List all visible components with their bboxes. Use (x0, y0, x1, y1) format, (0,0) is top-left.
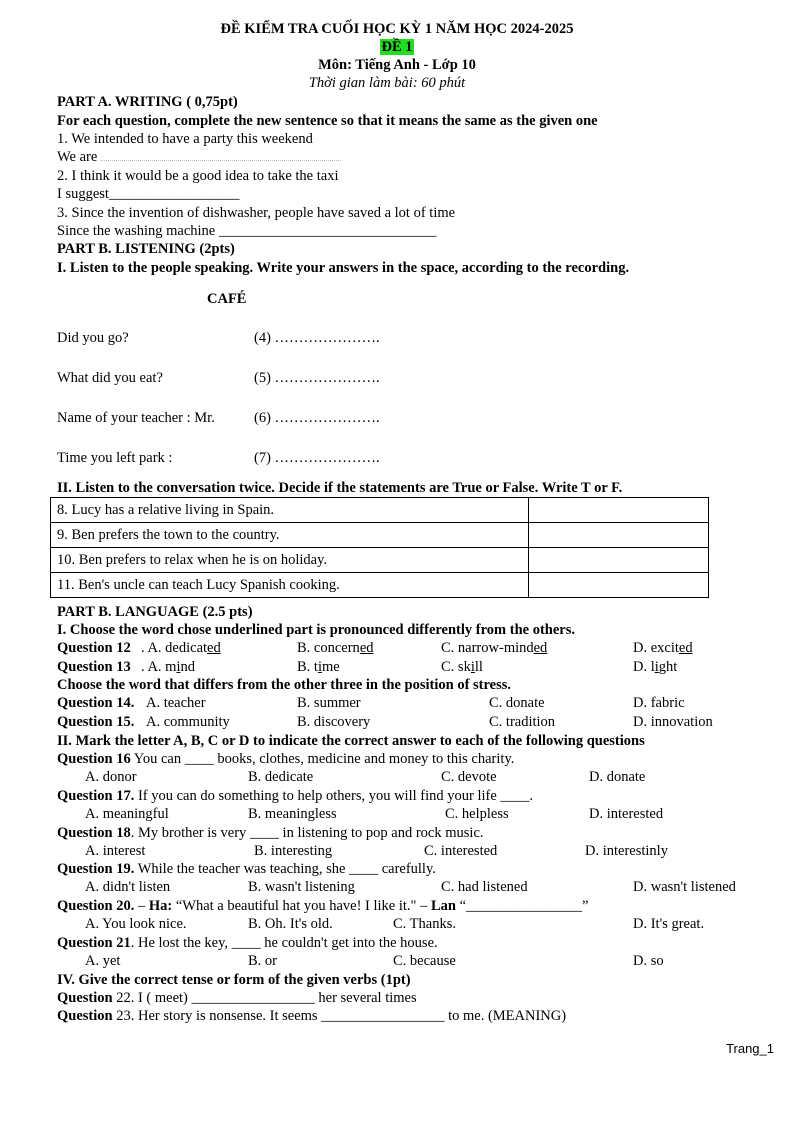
q21-option-b[interactable]: B. or (248, 953, 277, 969)
question-13-label: Question 13 (57, 659, 131, 675)
writing-q1: 1. We intended to have a party this weekend (57, 131, 313, 147)
question-15-label: Question 15. (57, 714, 135, 730)
tf-answer-cell[interactable] (529, 548, 709, 573)
question-20: Question 20. – Ha: “What a beautiful hat you have! I like it." – Lan “________________” (57, 898, 589, 914)
q13-option-d[interactable]: D. light (633, 659, 678, 675)
q21-option-c[interactable]: C. because (393, 953, 456, 969)
q14-option-a[interactable]: A. teacher (146, 695, 206, 711)
tf-answer-cell[interactable] (529, 498, 709, 523)
exam-time: Thời gian làm bài: 60 phút (308, 75, 466, 91)
cafe-heading: CAFÉ (207, 291, 247, 307)
part-language-heading: PART B. LANGUAGE (2.5 pts) (57, 604, 253, 620)
listening-row-label: Name of your teacher : Mr. (57, 410, 215, 426)
page-number: Trang_1 (726, 1041, 774, 1056)
q15-option-c[interactable]: C. tradition (489, 714, 556, 730)
q13-option-b[interactable]: B. time (297, 659, 340, 675)
question-21: Question 21. He lost the key, ____ he couldn't get into the house. (57, 935, 438, 951)
pronunciation-instruction: I. Choose the word chose underlined part is pronounced differently from the others. (57, 622, 575, 638)
true-false-table (50, 497, 709, 598)
listening-section-1-instruction: I. Listen to the people speaking. Write your answers in the space, according to the recording. (57, 260, 630, 276)
q18-option-b[interactable]: B. interesting (254, 843, 333, 859)
q14-option-d[interactable]: D. fabric (633, 695, 685, 711)
statement-cell: 8. Lucy has a relative living in Spain. (51, 498, 529, 523)
q12-option-d[interactable]: D. excited (633, 640, 693, 656)
listening-row-label: Did you go? (57, 330, 129, 346)
question-19: Question 19. While the teacher was teaching, she ____ carefully. (57, 861, 436, 877)
question-18: Question 18. My brother is very ____ in listening to pop and rock music. (57, 825, 484, 841)
q21-option-a[interactable]: A. yet (85, 953, 121, 969)
table-row (51, 523, 709, 548)
part-a-instruction: For each question, complete the new sentence so that it means the same as the given one (57, 113, 598, 129)
q12-option-a[interactable]: . A. dedicated (141, 640, 221, 656)
table-row (51, 573, 709, 598)
q16-option-b[interactable]: B. dedicate (248, 769, 314, 785)
writing-q2-answer-line[interactable]: I suggest__________________ (57, 186, 240, 202)
q20-option-b[interactable]: B. Oh. It's old. (248, 916, 333, 932)
q15-option-b[interactable]: B. discovery (297, 714, 371, 730)
exam-subject: Môn: Tiếng Anh - Lớp 10 (318, 57, 476, 73)
statement-cell: 9. Ben prefers the town to the country. (51, 523, 529, 548)
q20-option-c[interactable]: C. Thanks. (393, 916, 456, 932)
q17-option-a[interactable]: A. meaningful (85, 806, 169, 822)
listening-answer-6[interactable]: (6) …………………. (254, 410, 380, 426)
q16-option-a[interactable]: A. donor (85, 769, 137, 785)
q14-option-b[interactable]: B. summer (297, 695, 361, 711)
q20-option-d[interactable]: D. It's great. (633, 916, 705, 932)
q21-option-d[interactable]: D. so (633, 953, 664, 969)
q19-option-d[interactable]: D. wasn't listened (633, 879, 736, 895)
writing-q1-blank[interactable] (101, 148, 341, 161)
writing-q3: 3. Since the invention of dishwasher, people have saved a lot of time (57, 205, 456, 221)
q17-option-c[interactable]: C. helpless (445, 806, 509, 822)
table-row (51, 548, 709, 573)
q15-option-d[interactable]: D. innovation (633, 714, 713, 730)
question-17: Question 17. If you can do something to help others, you will find your life ____. (57, 788, 534, 804)
q15-option-a[interactable]: A. community (146, 714, 230, 730)
listening-answer-5[interactable]: (5) …………………. (254, 370, 380, 386)
q13-option-a[interactable]: . A. mind (141, 659, 195, 675)
statement-cell: 11. Ben's uncle can teach Lucy Spanish cooking. (51, 573, 529, 598)
writing-q1-answer-line[interactable]: We are (57, 148, 341, 166)
q19-option-c[interactable]: C. had listened (441, 879, 528, 895)
q12-option-b[interactable]: B. concerned (297, 640, 374, 656)
tf-answer-cell[interactable] (529, 573, 709, 598)
part-b-listening-heading: PART B. LISTENING (2pts) (57, 241, 235, 257)
statement-cell: 10. Ben prefers to relax when he is on holiday. (51, 548, 529, 573)
verb-form-instruction: IV. Give the correct tense or form of the given verbs (1pt) (57, 972, 411, 988)
listening-answer-4[interactable]: (4) …………………. (254, 330, 380, 346)
table-row (51, 498, 709, 523)
question-16: Question 16 You can ____ books, clothes, medicine and money to this charity. (57, 751, 515, 767)
q13-option-c[interactable]: C. skill (441, 659, 483, 675)
listening-row-label: Time you left park : (57, 450, 173, 466)
stress-instruction: Choose the word that differs from the other three in the position of stress. (57, 677, 512, 693)
question-23[interactable]: Question 23. Her story is nonsense. It seems _________________ to me. (MEANING) (57, 1008, 567, 1024)
exam-code-badge: ĐỀ 1 (381, 39, 413, 55)
listening-answer-7[interactable]: (7) …………………. (254, 450, 380, 466)
question-12-label: Question 12 (57, 640, 131, 656)
listening-row-label: What did you eat? (57, 370, 163, 386)
q19-option-b[interactable]: B. wasn't listening (248, 879, 355, 895)
q18-option-a[interactable]: A. interest (85, 843, 146, 859)
question-22[interactable]: Question 22. I ( meet) _________________ her several times (57, 990, 417, 1006)
part-a-heading: PART A. WRITING ( 0,75pt) (57, 94, 238, 110)
q17-option-d[interactable]: D. interested (589, 806, 664, 822)
q19-option-a[interactable]: A. didn't listen (85, 879, 171, 895)
q20-option-a[interactable]: A. You look nice. (85, 916, 187, 932)
q16-option-c[interactable]: C. devote (441, 769, 497, 785)
q16-option-d[interactable]: D. donate (589, 769, 646, 785)
q18-option-d[interactable]: D. interestinly (585, 843, 668, 859)
tf-answer-cell[interactable] (529, 523, 709, 548)
q17-option-b[interactable]: B. meaningless (248, 806, 337, 822)
listening-section-2-instruction: II. Listen to the conversation twice. Decide if the statements are True or False. Write T or F. (57, 480, 623, 496)
multiple-choice-instruction: II. Mark the letter A, B, C or D to indicate the correct answer to each of the following questions (57, 733, 645, 749)
exam-title: ĐỀ KIỂM TRA CUỐI HỌC KỲ 1 NĂM HỌC 2024-2025 (220, 21, 574, 37)
question-14-label: Question 14. (57, 695, 135, 711)
writing-q2: 2. I think it would be a good idea to take the taxi (57, 168, 339, 184)
q12-option-c[interactable]: C. narrow-minded (441, 640, 548, 656)
q18-option-c[interactable]: C. interested (424, 843, 498, 859)
q14-option-c[interactable]: C. donate (489, 695, 545, 711)
writing-q3-answer-line[interactable]: Since the washing machine ______________________________ (57, 223, 437, 239)
